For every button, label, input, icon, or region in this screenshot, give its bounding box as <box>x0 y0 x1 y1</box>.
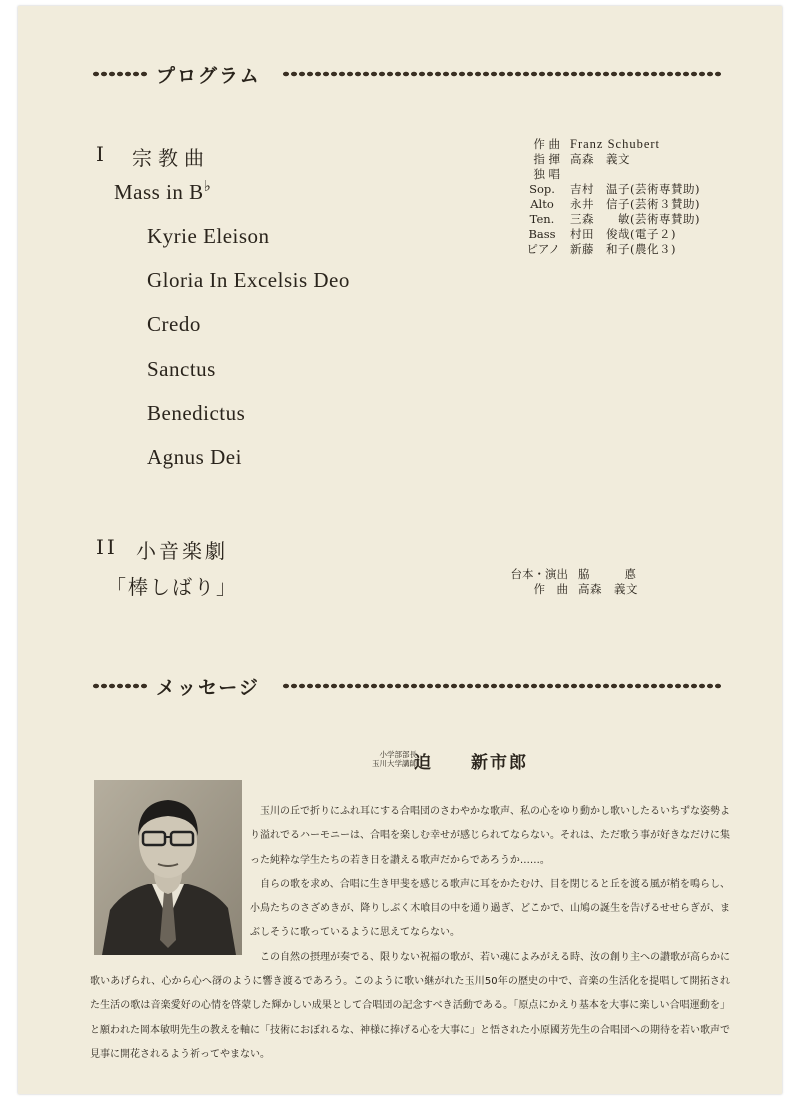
section2-title: 小音楽劇 <box>136 539 228 563</box>
ornament-left <box>92 682 148 690</box>
message-paragraph: この自然の摂理が奏でる、限りない祝福の歌が、若い魂によみがえる時、汝の創り主への讃歌が高らかに歌いあげられ、心から心へ谺のように響き渡るであろう。このように歌い継がれた玉川50年の歴史の中で、音楽の生活化を提唱して開拓された生活の歌は音楽愛好の心情を啓蒙した輝かしい成果として合唱団の記念すべき活動である。「原点にかえり基本を大事に楽しい合唱運動を」と願われた岡本敏明先生の教えを軸に「技術におぼれるな、神様に捧げる心を大事に」と悟された小原國芳先生の合唱団への期待を若い歌声で見事に開花されるよう祈ってやまない。 <box>90 951 730 1060</box>
movement-item: Credo <box>147 312 201 336</box>
credit-value: 三森 敏(芸術専賛助) <box>570 212 700 226</box>
credit-row <box>518 242 700 257</box>
credit-label: 台本・演出 <box>510 567 568 581</box>
credit-row <box>518 227 700 242</box>
credit-row <box>518 167 700 182</box>
credit-value: 永井 信子(芸術３賛助) <box>570 197 700 211</box>
credit-label: ピアノ <box>526 242 560 256</box>
author-title-line: 玉川大学講師 <box>372 759 417 768</box>
credit-value: 新藤 和子(農化３) <box>570 242 676 256</box>
program-heading: プログラム <box>156 65 261 87</box>
section1-credits <box>518 137 700 257</box>
credit-row <box>518 137 700 152</box>
ornament-right <box>282 70 722 78</box>
credit-row <box>518 212 700 227</box>
credit-row <box>498 582 640 597</box>
movement-item: Benedictus <box>147 401 246 425</box>
credit-value: 高森 義文 <box>570 152 630 166</box>
credit-row <box>518 197 700 212</box>
section2-numeral: II <box>96 535 118 559</box>
section1-title: 宗教曲 <box>132 146 210 170</box>
photo-spacer <box>90 800 250 950</box>
credit-value: 高森 義文 <box>578 582 638 596</box>
message-body <box>90 800 730 1067</box>
credit-label: 作 曲 <box>533 582 568 596</box>
play-title: 「棒しばり」 <box>106 575 238 599</box>
credit-value: 吉村 温子(芸術専賛助) <box>570 182 700 196</box>
credit-label: 作 曲 <box>533 137 560 151</box>
flat-sign: ♭ <box>203 179 212 195</box>
credit-label: Ten. <box>529 212 555 226</box>
author-name: 迫 新市郎 <box>414 753 528 773</box>
movement-item: Kyrie Eleison <box>147 224 270 248</box>
movement-item: Gloria In Excelsis Deo <box>147 268 350 292</box>
movement-item: Agnus Dei <box>147 445 242 469</box>
message-paragraph: 自らの歌を求め、合唱に生き甲斐を感じる歌声に耳をかたむけ、目を閉じると丘を渡る風が梢を鳴らし、小鳥たちのさざめきが、降りしぶく木喰目の中を通り過ぎ、どこかで、山鳩の誕生を告げるせせらぎが、まぶしそうに歌っているように思えてならない。 <box>250 878 730 939</box>
mass-title <box>114 180 211 205</box>
credit-row <box>518 182 700 197</box>
ornament-left <box>92 70 148 78</box>
credit-label: Alto <box>530 197 554 211</box>
movement-item: Sanctus <box>147 357 216 381</box>
credit-row <box>518 152 700 167</box>
section2-credits <box>498 567 640 597</box>
credit-value: Franz Schubert <box>570 137 661 151</box>
mass-title-text: Mass in B <box>114 180 204 204</box>
credit-value: 村田 俊哉(電子２) <box>570 227 676 241</box>
ornament-right <box>282 682 722 690</box>
author-title-line: 小学部部長 <box>379 750 417 759</box>
credit-value: 脇 悳 <box>578 567 640 581</box>
message-paragraph: 玉川の丘で折りにふれ耳にする合唱団のさわやかな歌声、私の心をゆり動かし歌いしたるいちずな姿勢より溢れでるハーモニーは、合唱を楽しむ幸せが感じられてならない。それは、ただ歌う事が好きなだけに集った純粋な学生たちの若き日を讃える歌声だからであろうか……。 <box>250 806 730 866</box>
credit-label: Sop. <box>529 182 555 196</box>
section1-numeral: I <box>96 142 107 166</box>
message-heading: メッセージ <box>156 677 260 699</box>
author-title <box>372 750 417 768</box>
credit-row <box>498 567 640 582</box>
credit-label: 独 唱 <box>533 167 560 181</box>
credit-label: Bass <box>528 227 556 241</box>
credit-label: 指 揮 <box>533 152 560 166</box>
